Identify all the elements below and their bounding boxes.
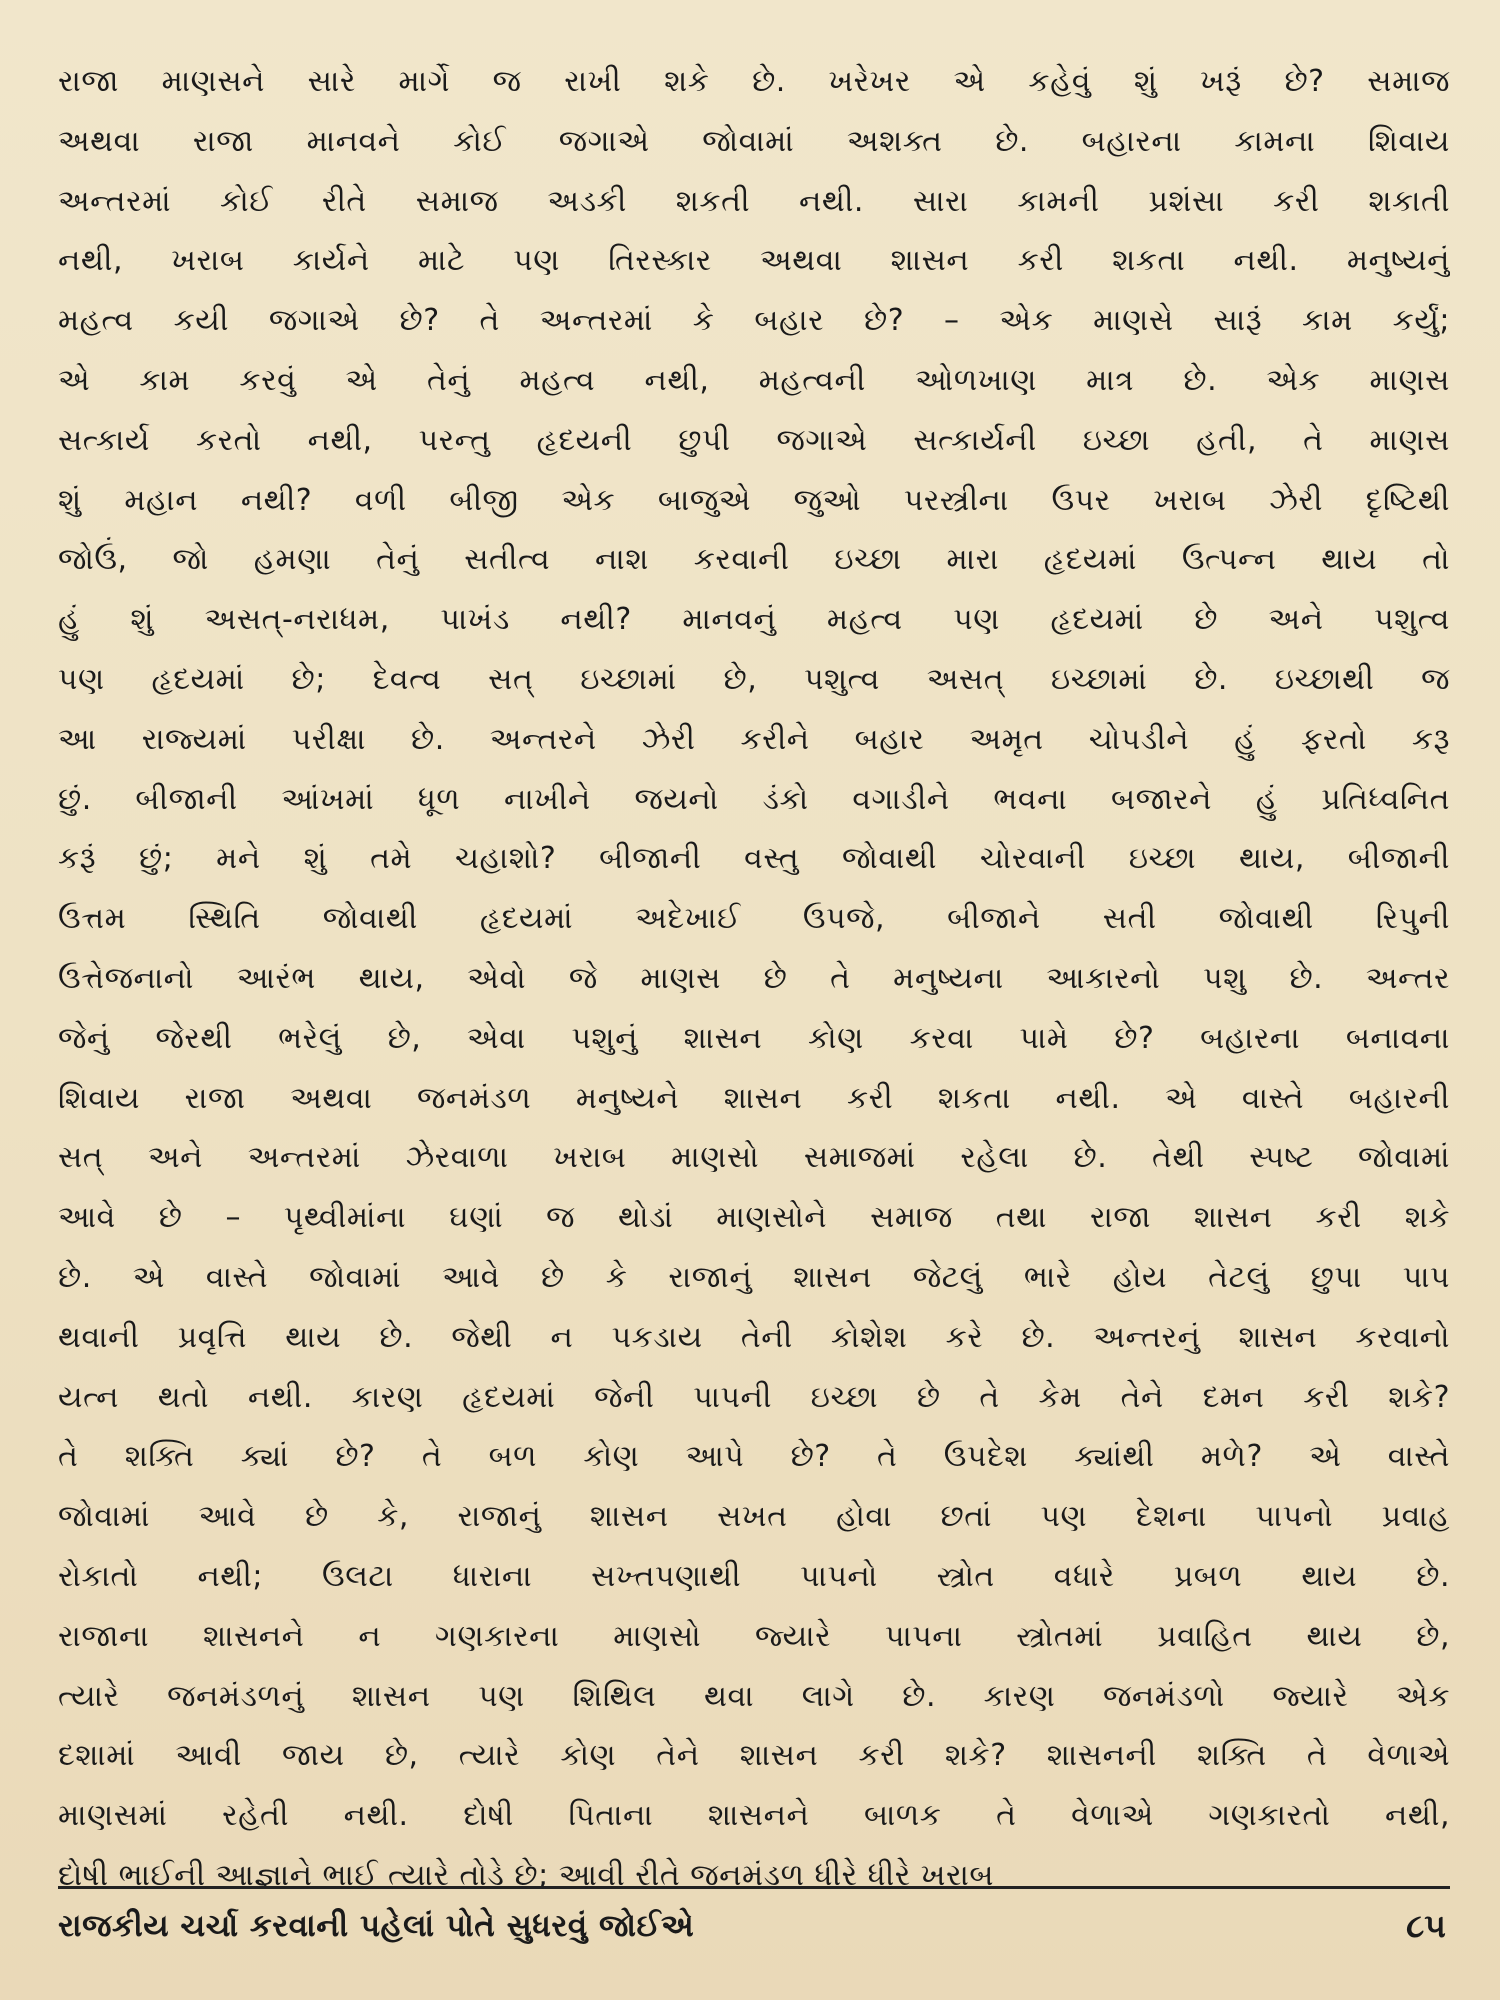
text-line: ઉત્તમ સ્થિતિ જોવાથી હૃદયમાં અદેખાઈ ઉપજે, બીજાને સતી જોવાથી રિપુની [58, 901, 1450, 937]
text-line: અથવા રાજા માનવને કોઈ જગાએ જોવામાં અશક્ત છે. બહારના કામના શિવાય [58, 123, 1450, 159]
text-line: જોવામાં આવે છે કે, રાજાનું શાસન સખત હોવા છતાં પણ દેશના પાપનો પ્રવાહ [58, 1499, 1450, 1535]
text-line: શિવાય રાજા અથવા જનમંડળ મનુષ્યને શાસન કરી શકતા નથી. એ વાસ્તે બહારની [58, 1080, 1450, 1116]
text-line: ત્યારે જનમંડળનું શાસન પણ શિથિલ થવા લાગે છે. કારણ જનમંડળો જ્યારે એક [58, 1678, 1450, 1714]
text-line: નથી, ખરાબ કાર્યને માટે પણ તિરસ્કાર અથવા શાસન કરી શકતા નથી. મનુષ્યનું [58, 243, 1450, 279]
text-line: થવાની પ્રવૃત્તિ થાય છે. જેથી ન પકડાય તેની કોશેશ કરે છે. અન્તરનું શાસન કરવાનો [58, 1319, 1450, 1355]
text-line: હું શું અસત્-નરાધમ, પાખંડ નથી? માનવનું મહત્વ પણ હૃદયમાં છે અને પશુત્વ [58, 602, 1450, 638]
text-line: પણ હૃદયમાં છે; દેવત્વ સત્ ઇચ્છામાં છે, પશુત્વ અસત્ ઇચ્છામાં છે. ઇચ્છાથી જ [58, 661, 1450, 697]
text-line: તે શક્તિ ક્યાં છે? તે બળ કોણ આપે છે? તે ઉપદેશ ક્યાંથી મળે? એ વાસ્તે [58, 1439, 1450, 1475]
footer-rule [58, 1886, 1450, 1889]
text-line: શું મહાન નથી? વળી બીજી એક બાજુએ જુઓ પરસ્ત્રીના ઉપર ખરાબ ઝેરી દૃષ્ટિથી [58, 482, 1450, 518]
text-line: દોષી ભાઈની આજ્ઞાને ભાઈ ત્યારે તોડે છે; આવી રીતે જનમંડળ ધીરે ધીરે ખરાબ [58, 1857, 994, 1893]
page-number: ૮૫ [1406, 1906, 1446, 1945]
text-line: કરૂં છું; મને શું તમે ચહાશો? બીજાની વસ્તુ જોવાથી ચોરવાની ઇચ્છા થાય, બીજાની [58, 841, 1450, 877]
running-head: રાજકીય ચર્ચા કરવાની પહેલાં પોતે સુધરવું જોઈએ [58, 1907, 695, 1944]
text-line: એ કામ કરવું એ તેનું મહત્વ નથી, મહત્વની ઓળખાણ માત્ર છે. એક માણસ [58, 362, 1450, 398]
body-text [58, 52, 1450, 1906]
text-line: યત્ન થતો નથી. કારણ હૃદયમાં જેની પાપની ઇચ્છા છે તે કેમ તેને દમન કરી શકે? [58, 1379, 1450, 1415]
text-line: જોઉં, જો હમણા તેનું સતીત્વ નાશ કરવાની ઇચ્છા મારા હૃદયમાં ઉત્પન્ન થાય તો [58, 542, 1450, 578]
text-line: રાજા માણસને સારે માર્ગે જ રાખી શકે છે. ખરેખર એ કહેવું શું ખરૂં છે? સમાજ [58, 64, 1450, 99]
text-line: માણસમાં રહેતી નથી. દોષી પિતાના શાસનને બાળક તે વેળાએ ગણકારતો નથી, [58, 1798, 1450, 1834]
text-line: રોકાતો નથી; ઉલટા ધારાના સખ્તપણાથી પાપનો સ્ત્રોત વધારે પ્રબળ થાય છે. [58, 1558, 1450, 1594]
page-footer [58, 1900, 1450, 1952]
text-line: આવે છે – પૃથ્વીમાંના ઘણાં જ થોડાં માણસોને સમાજ તથા રાજા શાસન કરી શકે [58, 1200, 1450, 1236]
text-line: સત્ અને અન્તરમાં ઝેરવાળા ખરાબ માણસો સમાજમાં રહેલા છે. તેથી સ્પષ્ટ જોવામાં [58, 1140, 1450, 1176]
text-line: છું. બીજાની આંખમાં ધૂળ નાખીને જયનો ડંકો વગાડીને ભવના બજારને હું પ્રતિધ્વનિત [58, 781, 1450, 817]
text-line: મહત્વ કયી જગાએ છે? તે અન્તરમાં કે બહાર છે? – એક માણસે સારૂં કામ કર્યું; [58, 303, 1450, 339]
text-line: જેનું જેરથી ભરેલું છે, એવા પશુનું શાસન કોણ કરવા પામે છે? બહારના બનાવના [58, 1020, 1450, 1056]
text-line: દશામાં આવી જાય છે, ત્યારે કોણ તેને શાસન કરી શકે? શાસનની શક્તિ તે વેળાએ [58, 1738, 1450, 1774]
text-line: રાજાના શાસનને ન ગણકારના માણસો જ્યારે પાપના સ્ત્રોતમાં પ્રવાહિત થાય છે, [58, 1618, 1450, 1654]
text-line: સત્કાર્ય કરતો નથી, પરન્તુ હૃદયની છુપી જગાએ સત્કાર્યની ઇચ્છા હતી, તે માણસ [58, 422, 1450, 458]
text-line: છે. એ વાસ્તે જોવામાં આવે છે કે રાજાનું શાસન જેટલું ભારે હોય તેટલું છુપા પાપ [58, 1259, 1450, 1295]
text-line: અન્તરમાં કોઈ રીતે સમાજ અડકી શકતી નથી. સારા કામની પ્રશંસા કરી શકાતી [58, 183, 1450, 219]
text-line: ઉત્તેજનાનો આરંભ થાય, એવો જે માણસ છે તે મનુષ્યના આકારનો પશુ છે. અન્તર [58, 960, 1450, 996]
text-line: આ રાજ્યમાં પરીક્ષા છે. અન્તરને ઝેરી કરીને બહાર અમૃત ચોપડીને હું ફરતો કરૂ [58, 721, 1450, 757]
